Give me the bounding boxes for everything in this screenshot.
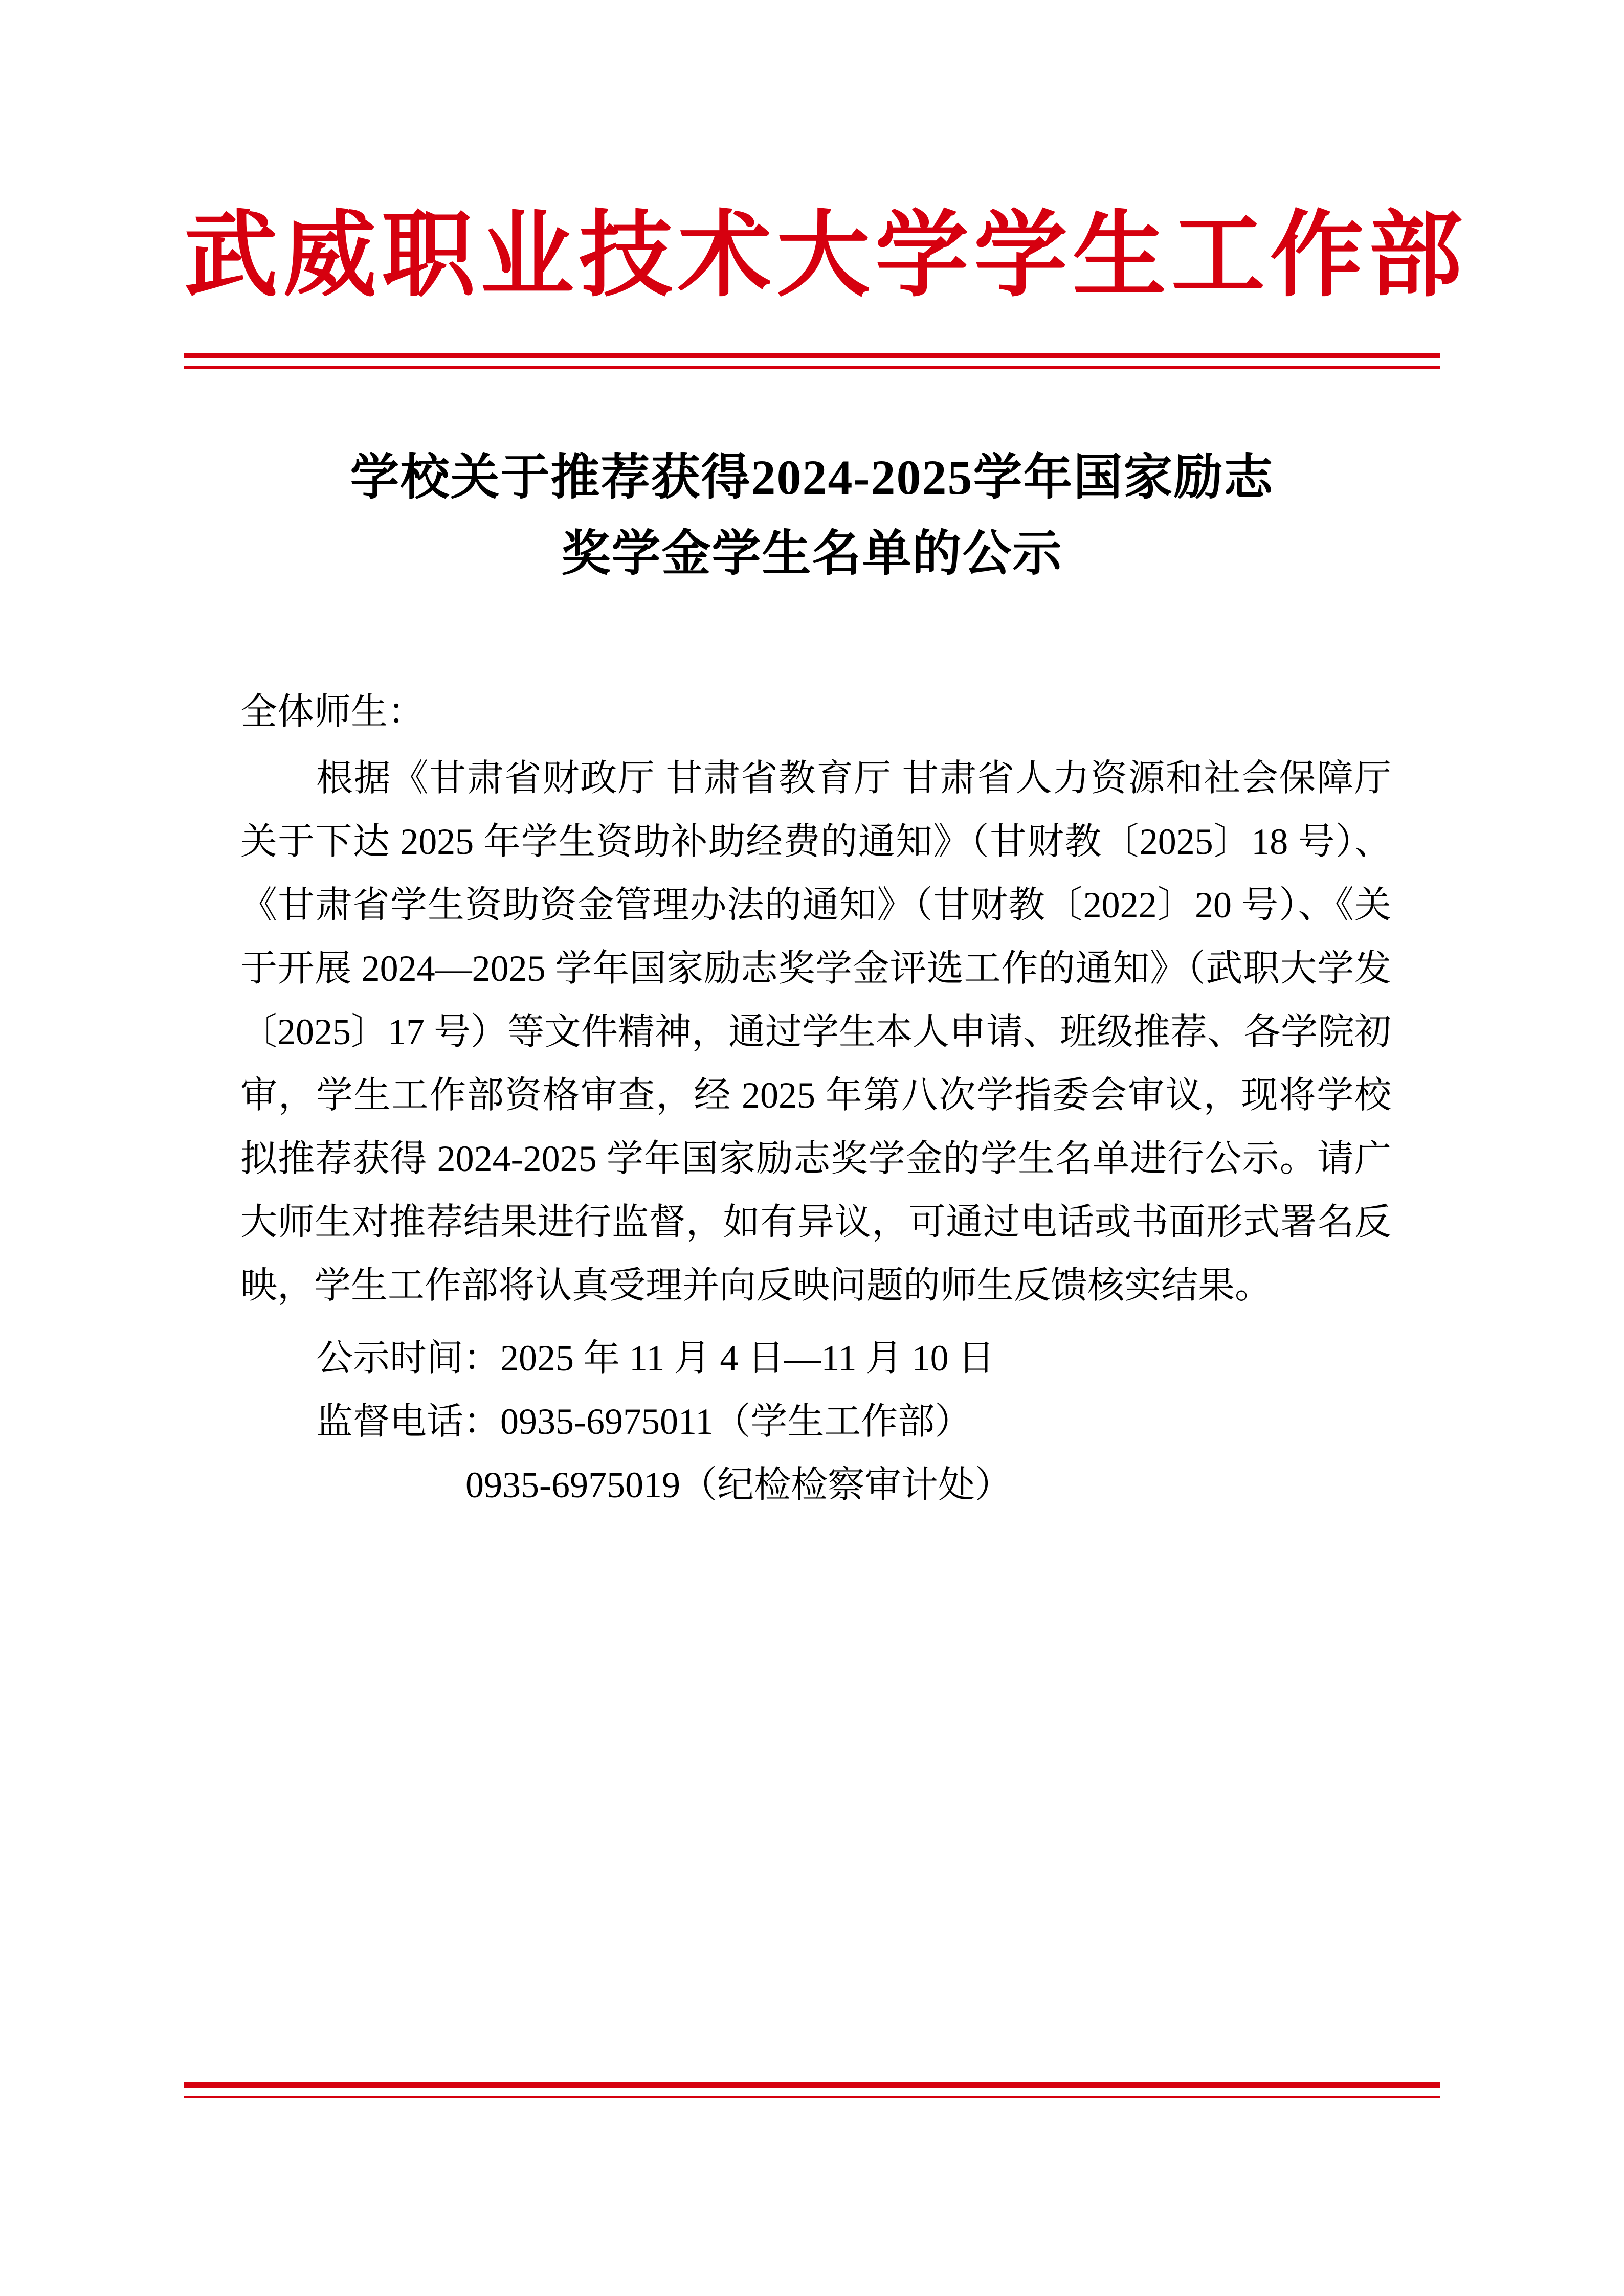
notice-period-line: 公示时间：2025 年 11 月 4 日—11 月 10 日 — [316, 1338, 995, 1379]
supervision-phone-line-1: 监督电话：0935-6975011（学生工作部） — [316, 1401, 972, 1442]
document-title-line-2: 奖学金学生名单的公示 — [561, 526, 1063, 581]
masthead — [184, 204, 1468, 308]
footer-rule-thick — [184, 2082, 1440, 2088]
supervision-phone-line-2: 0935-6975019（纪检检察审计处） — [465, 1465, 1012, 1505]
document-title-line-1: 学校关于推荐获得2024-2025学年国家励志 — [350, 450, 1274, 505]
masthead-organization-title: 武威职业技术大学学生工作部 — [184, 204, 1468, 308]
body-paragraph-1: 根据《甘肃省财政厅 甘肃省教育厅 甘肃省人力资源和社会保障厅关于下达 2025 年学生资助补助经费的通知》（甘财教〔2025〕18 号）、《甘肃省学生资助资金管理办法的通知》（甘财教〔2022〕20 号）、《关于开展 2024—2025 学年国家励志奖学金评选工作的通知》（武职大学发〔2025〕17 号）等文件精神，通过学生本人申请、班级推荐、各学院初审，学生工作部资格审查，经 2025 年第八次学指委会审议，现将学校拟推荐获得 2024-2025 学年国家励志奖学金的学生名单进行公示。请广大师生对推荐结果进行监督，如有异议，可通过电话或书面形式署名反映，学生工作部将认真受理并向反映问题的师生反馈核实结果。 — [240, 758, 1392, 1306]
footer-rule-thin — [184, 2096, 1440, 2098]
document-body — [240, 680, 1391, 1517]
masthead-rule-thin — [184, 366, 1440, 369]
document-title — [246, 440, 1378, 592]
spacer — [240, 1317, 1391, 1326]
salutation: 全体师生： — [240, 691, 425, 732]
document-content-area — [184, 0, 1468, 2296]
masthead-rule-thick — [184, 353, 1440, 358]
